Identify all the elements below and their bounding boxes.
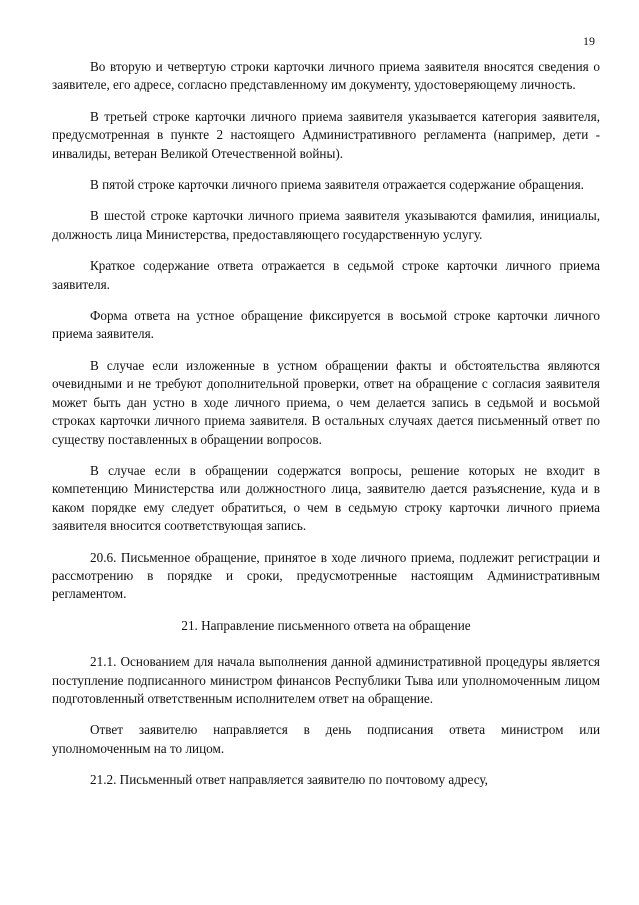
paragraph: В пятой строке карточки личного приема заявителя отражается содержание обращения. (90, 177, 584, 193)
section-heading: 21. Направление письменного ответа на обращение (181, 617, 471, 633)
paragraph: В случае если изложенные в устном обращении факты и обстоятельства являются очевидными и не требуют дополнительной проверки, ответ на обращение с согласия заявителя может быть дан устно в ходе личного приема, о чем делается запись в седьмой и восьмой строках карточки личного приема заявителя. В остальных случаях дается письменный ответ по существу поставленных в обращении вопросов. (52, 357, 600, 447)
paragraph: Во вторую и четвертую строки карточки личного приема заявителя вносятся сведения о заявителе, его адресе, согласно представленному им документу, удостоверяющему личность. (52, 59, 600, 93)
paragraph: Форма ответа на устное обращение фиксируется в восьмой строке карточки личного приема заявителя. (52, 308, 600, 342)
document-body (52, 58, 600, 803)
paragraph: 21.1. Основанием для начала выполнения данной административной процедуры является поступление подписанного министром финансов Республики Тыва или уполномоченным лицом подготовленный ответственным исполнителем ответ на обращение. (52, 654, 600, 706)
paragraph: Ответ заявителю направляется в день подписания ответа министром или уполномоченным на то лицом. (52, 722, 600, 756)
paragraph: Краткое содержание ответа отражается в седьмой строке карточки личного приема заявителя. (52, 258, 600, 292)
paragraph: В случае если в обращении содержатся вопросы, решение которых не входит в компетенцию Министерства или должностного лица, заявителю дается разъяснение, куда и в каком порядке ему следует обратиться, о чем в седьмую строку карточки личного приема заявителя вносится соответствующая запись. (52, 462, 600, 534)
paragraph: 21.2. Письменный ответ направляется заявителю по почтовому адресу, (90, 772, 488, 788)
paragraph: 20.6. Письменное обращение, принятое в ходе личного приема, подлежит регистрации и рассмотрению в порядке и сроки, предусмотренные настоящим Административным регламентом. (52, 549, 600, 602)
paragraph: В третьей строке карточки личного приема заявителя указывается категория заявителя, предусмотренная в пункте 2 настоящего Административного регламента (например, дети - инвалиды, ветеран Великой Отечественной войны). (52, 108, 600, 161)
paragraph: В шестой строке карточки личного приема заявителя указываются фамилия, инициалы, должность лица Министерства, предоставляющего государственную услугу. (52, 208, 600, 242)
page-number: 19 (583, 34, 595, 48)
